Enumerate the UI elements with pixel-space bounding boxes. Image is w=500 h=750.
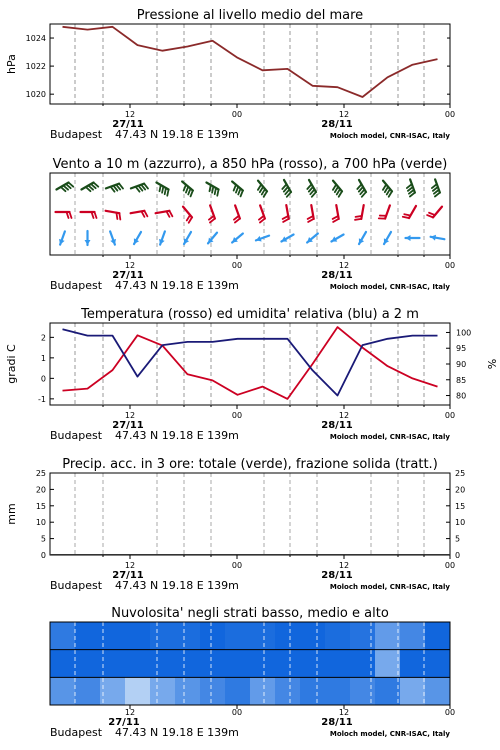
wind-barb-850hpa [403,206,416,218]
wind-barb-850hpa [56,212,72,218]
y-tick-label-right: 15 [455,501,466,511]
x-tick-label: 00 [444,708,456,717]
cloud-cell-medio [250,650,276,678]
barb-feather [403,217,409,218]
x-tick-label: 00 [444,411,456,420]
cloud-cell-medio [200,650,226,678]
x-date-label: 27/11 [112,270,144,281]
x-date-label: 28/11 [321,717,353,728]
y-tick-label: 5 [40,534,46,544]
wind-barb-850hpa [106,211,121,220]
wind-barb-850hpa [379,205,390,218]
wind-barb-700hpa [357,180,366,197]
model-credit: Moloch model, CNR-ISAC, Italy [329,730,450,738]
cloud-cell-medio [275,650,301,678]
x-tick-label: 00 [231,411,243,420]
panel-cloud [50,622,455,739]
barb-feather [210,185,211,191]
wind-barb-850hpa [333,205,339,222]
cloud-cell-alto [350,622,376,650]
plot-frame [50,173,450,255]
barb-feather [355,219,361,220]
wind-barb-10m [331,235,343,242]
cloud-cell-basso [200,677,226,705]
barb-head [406,235,411,241]
barb-feather [429,213,435,215]
cloud-cell-basso [275,677,301,705]
wind-barb-10m [134,232,141,244]
wind-barb-700hpa [56,183,73,192]
cloud-cell-basso [75,677,101,705]
wind-barb-700hpa [383,181,392,197]
x-tick-label: 12 [338,708,350,717]
cloud-cell-basso [175,677,201,705]
y-tick-label-right: 5 [455,534,461,544]
station-name: Budapest [50,128,103,141]
cloud-cell-alto [275,622,301,650]
y-tick-label: 25 [35,469,46,478]
barb-feather [169,211,172,217]
x-tick-label: 12 [338,261,350,270]
wind-barb-700hpa [407,179,415,196]
wind-barb-700hpa [156,183,168,196]
x-tick-label: 12 [338,411,350,420]
cloud-cell-basso [50,677,76,705]
y-tick-label-right: 95 [456,344,467,354]
cloud-cell-alto [50,622,76,650]
barb-feather [165,188,166,194]
x-date-label: 28/11 [321,270,353,281]
pressure-line [63,27,438,97]
wind-barb-10m [307,234,318,243]
cloud-cell-basso [150,677,176,705]
station-coords: 47.43 N 19.18 E 139m [115,429,239,442]
cloud-cell-alto [325,622,351,650]
x-tick-label: 00 [231,261,243,270]
barb-feather [116,213,117,219]
wind-barb-700hpa [81,183,98,192]
barb-feather [215,188,216,194]
barb-feather [241,190,243,196]
x-tick-label: 00 [231,561,243,570]
cloud-cell-alto [175,622,201,650]
barb-feather [188,189,190,195]
station-coords: 47.43 N 19.18 E 139m [115,726,239,739]
cloud-cell-medio [150,650,176,678]
barb-feather [427,215,433,217]
wind-barb-850hpa [183,207,192,223]
cloud-cell-medio [375,650,401,678]
model-credit: Moloch model, CNR-ISAC, Italy [329,583,450,591]
barb-feather [234,185,236,191]
barb-feather [184,185,186,191]
y-tick-label: 10 [35,518,46,528]
barb-feather [144,211,147,217]
y-tick-label: 15 [35,501,46,511]
cloud-cell-medio [225,650,251,678]
panel-title: Nuvolosita' negli strati basso, medio e alto [111,606,389,621]
wind-barb-700hpa [131,184,148,192]
barb-feather [217,190,218,196]
wind-barb-10m [384,232,391,244]
wind-barb-10m [85,231,91,245]
wind-barb-700hpa [232,182,243,197]
x-tick-label: 12 [124,110,136,119]
barb-feather [333,219,339,222]
wind-barb-850hpa [259,205,265,222]
y-tick-label: 2 [40,333,46,343]
wind-barb-10m [281,235,293,242]
cloud-cell-alto [250,622,276,650]
wind-barb-850hpa [234,205,240,222]
cloud-cell-medio [100,650,126,678]
panel-precip [5,469,465,592]
y-axis-label: hPa [5,54,18,74]
wind-barb-10m [208,233,217,244]
cloud-cell-basso [100,677,126,705]
barb-feather [356,216,362,217]
wind-barb-10m [256,236,269,242]
wind-barb-700hpa [432,179,440,196]
x-tick-label: 00 [444,261,456,270]
x-tick-label: 12 [124,561,136,570]
barb-feather [119,213,120,219]
wind-barb-850hpa [427,207,442,218]
cloud-cell-alto [300,622,326,650]
panel-wind [50,173,455,292]
wind-barb-850hpa [81,212,97,218]
x-tick-label: 12 [338,561,350,570]
barb-feather [238,189,240,195]
cloud-cell-alto [200,622,226,650]
y-axis-label-right: % [485,358,498,370]
cloud-cell-medio [300,650,326,678]
y-tick-label-right: 20 [455,485,466,495]
cloud-cell-alto [75,622,101,650]
y-tick-label: 1 [40,353,46,363]
barb-feather [212,187,213,193]
panel-title: Temperatura (rosso) ed umidita' relativa (blu) a 2 m [81,307,419,322]
x-date-label: 27/11 [112,119,144,130]
x-tick-label: 00 [444,110,456,119]
y-tick-label-right: 10 [455,518,466,528]
cloud-cell-medio [400,650,426,678]
y-tick-label-right: 90 [456,360,467,369]
barb-feather [186,187,188,193]
wind-barb-10m [406,235,420,241]
y-axis-label: mm [5,503,18,525]
x-date-label: 28/11 [321,420,353,431]
y-tick-label-right: 0 [455,551,461,560]
barb-head [85,240,91,245]
cloud-cell-basso [375,677,401,705]
station-name: Budapest [50,579,103,592]
barb-feather [283,219,289,222]
model-credit: Moloch model, CNR-ISAC, Italy [329,433,450,441]
temperature-line [63,327,438,399]
cloud-cell-alto [225,622,251,650]
cloud-cell-medio [125,650,151,678]
panel-pressure [5,24,455,141]
y-tick-label-right: 100 [456,328,472,338]
barb-feather [95,212,97,218]
cloud-cell-medio [325,650,351,678]
x-tick-label: 12 [124,261,136,270]
cloud-cell-medio [50,650,76,678]
wind-barb-850hpa [308,205,314,222]
wind-barb-850hpa [131,211,148,217]
cloud-cell-basso [300,677,326,705]
cloud-cell-medio [175,650,201,678]
cloud-cell-alto [125,622,151,650]
x-tick-label: 12 [338,110,350,119]
cloud-cell-alto [425,622,451,650]
x-date-label: 27/11 [108,717,140,728]
model-credit: Moloch model, CNR-ISAC, Italy [329,283,450,291]
wind-barb-10m [359,232,366,244]
wind-barb-850hpa [355,205,364,220]
barb-feather [236,187,238,193]
panel-title: Pressione al livello medio del mare [136,8,364,23]
y-tick-label: -1 [38,394,46,404]
panel-title: Vento a 10 m (azzurro), a 850 hPa (rosso), a 700 hPa (verde) [52,157,448,172]
x-tick-label: 00 [231,110,243,119]
cloud-cell-alto [100,622,126,650]
wind-barb-700hpa [258,181,267,197]
y-tick-label: 20 [35,485,46,495]
y-tick-label: 1022 [25,62,46,72]
wind-barb-700hpa [206,183,218,196]
y-tick-label-right: 80 [456,391,467,401]
y-tick-label: 1024 [25,34,46,44]
plot-frame [50,473,450,555]
wind-barb-850hpa [209,205,215,222]
wind-barb-10m [232,234,243,243]
y-tick-label: 0 [40,551,46,560]
model-credit: Moloch model, CNR-ISAC, Italy [329,132,450,140]
cloud-cell-basso [425,677,451,705]
cloud-cell-alto [375,622,401,650]
x-date-label: 28/11 [321,570,353,581]
barb-feather [70,212,72,218]
wind-barb-850hpa [156,211,173,217]
x-tick-label: 12 [124,708,136,717]
cloud-cell-alto [150,622,176,650]
station-name: Budapest [50,726,103,739]
station-coords: 47.43 N 19.18 E 139m [115,279,239,292]
barb-feather [404,214,410,215]
wind-barb-10m [159,231,165,244]
cloud-cell-basso [250,677,276,705]
cloud-cell-alto [400,622,426,650]
station-name: Budapest [50,429,103,442]
x-tick-label: 00 [231,708,243,717]
wind-barb-700hpa [307,180,316,197]
y-tick-label: 0 [40,374,46,384]
wind-barb-10m [184,232,191,244]
cloud-cell-basso [225,677,251,705]
station-coords: 47.43 N 19.18 E 139m [115,128,239,141]
y-tick-label: 1020 [25,90,46,100]
panel-temperature [5,323,498,442]
station-coords: 47.43 N 19.18 E 139m [115,579,239,592]
station-name: Budapest [50,279,103,292]
cloud-cell-basso [125,677,151,705]
barb-feather [191,190,193,196]
y-tick-label-right: 85 [456,375,467,385]
wind-barb-850hpa [283,205,289,222]
y-tick-label-right: 25 [455,469,466,478]
barb-feather [167,190,168,196]
x-tick-label: 12 [124,411,136,420]
cloud-cell-medio [75,650,101,678]
cloud-cell-basso [400,677,426,705]
y-axis-label: gradi C [5,344,18,384]
panel-title: Precip. acc. in 3 ore: totale (verde), frazione solida (tratt.) [62,457,438,472]
cloud-cell-medio [425,650,451,678]
wind-barb-700hpa [106,184,123,192]
barb-feather [162,187,163,193]
x-date-label: 28/11 [321,119,353,130]
x-tick-label: 00 [444,561,456,570]
x-date-label: 27/11 [112,420,144,431]
cloud-cell-basso [325,677,351,705]
cloud-cell-basso [350,677,376,705]
wind-barb-10m [59,231,65,244]
wind-barb-10m [110,231,116,244]
barb-feather [160,185,161,191]
wind-barb-700hpa [333,181,342,197]
barb-feather [308,219,314,222]
cloud-cell-medio [350,650,376,678]
x-date-label: 27/11 [112,570,144,581]
wind-barb-10m [431,235,445,241]
